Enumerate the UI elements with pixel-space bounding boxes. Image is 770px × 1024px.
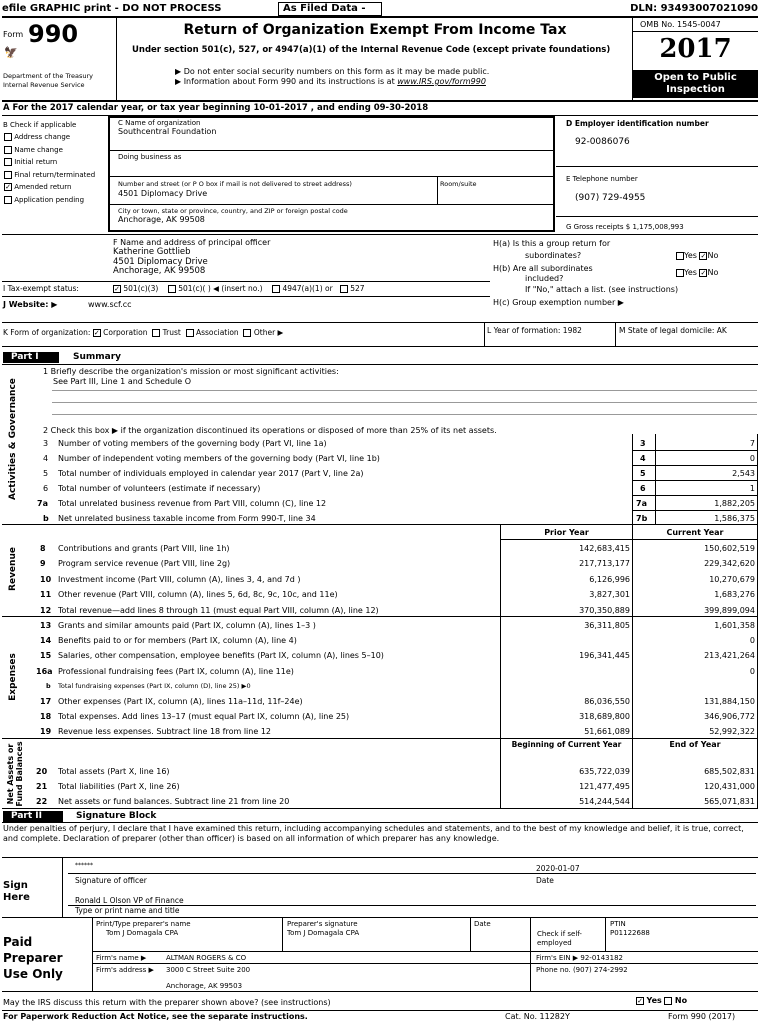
- k-row[interactable]: K Form of organization: ✓ Corporation Trust Association Other ▶: [3, 328, 284, 337]
- prior-year-header: Prior Year: [544, 528, 589, 537]
- officer-name: Ronald L Olson VP of Finance: [75, 896, 184, 905]
- na-row-21: 21 Total liabilities (Part X, line 26) 121,477,495 120,431,000: [36, 782, 755, 791]
- exp-row-14: 14 Benefits paid to or for members (Part IX, column (A), line 4) 0: [40, 636, 755, 646]
- cat-number: Cat. No. 11282Y: [505, 1012, 570, 1021]
- current-year-header: Current Year: [666, 528, 724, 537]
- hb-answer[interactable]: Yes ✓No: [676, 268, 718, 277]
- dln: DLN: 93493007021090: [630, 3, 758, 14]
- footer-form: Form 990 (2017): [668, 1012, 736, 1021]
- self-employed-check[interactable]: Check if self-employed: [537, 930, 582, 947]
- exp-row-16b: b Total fundraising expenses (Part IX, column (D), line 25) ▶0: [46, 681, 251, 690]
- discuss-answer[interactable]: ✓ Yes No: [637, 996, 688, 1005]
- ha-answer[interactable]: Yes ✓No: [676, 251, 718, 260]
- side-revenue: Revenue: [8, 547, 18, 591]
- paid-preparer-title: Paid Preparer Use Only: [3, 935, 63, 981]
- side-net-assets: Net Assets or Fund Balances: [6, 741, 24, 807]
- hb-label2: included?: [525, 274, 564, 283]
- part2-title: Signature Block: [76, 811, 157, 821]
- b-item-initial[interactable]: Initial return: [4, 156, 95, 169]
- boy-header: Beginning of Current Year: [511, 740, 622, 749]
- eagle-icon: 🦅: [4, 46, 18, 59]
- gov-row-7a: 7a Total unrelated business revenue from Part VIII, column (C), line 12 7a 1,882,205: [37, 499, 755, 508]
- preparer-name: Tom J Domagala CPA: [106, 929, 179, 937]
- preparer-sig-label: Preparer's signature: [287, 920, 358, 928]
- tax-status[interactable]: ✓ 501(c)(3) 501(c)( ) ◀ (insert no.) 4947(a)(1) or 527: [114, 284, 365, 293]
- b-item-pending[interactable]: Application pending: [4, 194, 95, 207]
- form-title: Return of Organization Exempt From Income Tax: [183, 22, 567, 38]
- signature-label: Signature of officer: [75, 876, 147, 885]
- b-item-amended[interactable]: ✓ Amended return: [5, 183, 72, 191]
- city-label: City or town, state or province, country, and ZIP or foreign postal code: [118, 207, 348, 215]
- side-expenses: Expenses: [8, 653, 18, 701]
- gov-row-4: 4 Number of independent voting members of the governing body (Part VI, line 1b) 4 0: [43, 454, 755, 463]
- room-label: Room/suite: [440, 180, 477, 188]
- perjury-text: Under penalties of perjury, I declare that I have examined this return, including accompanying schedules and statements, and to the best of my knowledge and belief, it is true, correct, and complete. Declaration of preparer (other than officer) is based on all information of which preparer has any knowledge.: [3, 824, 744, 843]
- preparer-name-label: Print/Type preparer's name: [96, 920, 191, 928]
- line1b: See Part III, Line 1 and Schedule O: [53, 377, 192, 386]
- phone: (907) 729-4955: [575, 193, 646, 203]
- side-activities: Activities & Governance: [8, 378, 18, 500]
- preparer-date-label: Date: [474, 920, 491, 928]
- line1a: 1 Briefly describe the organization's mission or most significant activities:: [43, 367, 339, 376]
- line-a: A For the 2017 calendar year, or tax year beginning 10-01-2017 , and ending 09-30-2018: [3, 103, 429, 113]
- department: Department of the Treasury Internal Revenue Service: [3, 72, 94, 89]
- rev-row-9: 9 Program service revenue (Part VIII, line 2g) 217,713,177 229,342,620: [40, 559, 755, 569]
- na-row-22: 22 Net assets or fund balances. Subtract line 21 from line 20 514,244,544 565,071,831: [36, 797, 755, 806]
- ein: 92-0086076: [575, 137, 630, 147]
- firm-address-label: Firm's address ▶: [96, 966, 154, 974]
- rev-row-10: 10 Investment income (Part VIII, column (A), lines 3, 4, and 7d ) 6,126,996 10,270,679: [40, 574, 755, 584]
- eoy-header: End of Year: [669, 740, 721, 749]
- sign-date: 2020-01-07: [536, 864, 580, 873]
- gov-row-6: 6 Total number of volunteers (estimate if necessary) 6 1: [43, 484, 755, 493]
- gov-row-3: 3 Number of voting members of the governing body (Part VI, line 1a) 3 7: [43, 439, 755, 448]
- b-list: [4, 131, 95, 206]
- b-item-name[interactable]: Name change: [4, 144, 95, 157]
- firm-ein: Firm's EIN ▶ 92-0143182: [536, 954, 623, 962]
- firm-name-label: Firm's name ▶: [96, 954, 147, 962]
- hb-label: H(b) Are all subordinates: [493, 264, 593, 273]
- rev-row-11: 11 Other revenue (Part VIII, column (A), lines 5, 6d, 8c, 9c, 10c, and 11e) 3,827,301 1,683,276: [40, 590, 755, 600]
- d-label: D Employer identification number: [566, 119, 709, 128]
- as-filed-label: As Filed Data -: [278, 2, 382, 16]
- gov-row-5: 5 Total number of individuals employed in calendar year 2017 (Part V, line 2a) 5 2,543: [43, 469, 755, 478]
- street-label: Number and street (or P O box if mail is not delivered to street address): [118, 180, 352, 188]
- discuss-question: May the IRS discuss this return with the preparer shown above? (see instructions): [3, 998, 331, 1007]
- rev-row-12: 12 Total revenue—add lines 8 through 11 (must equal Part VIII, column (A), line 12) 370,350,889 399,899,094: [40, 605, 755, 615]
- open-inspection: Open to Public Inspection: [633, 70, 758, 98]
- e-label: E Telephone number: [566, 175, 638, 183]
- b-item-final[interactable]: Final return/terminated: [4, 169, 95, 182]
- city: Anchorage, AK 99508: [118, 215, 205, 224]
- officer-name-label: Type or print name and title: [75, 906, 180, 915]
- net-asset-rows: [36, 764, 757, 809]
- exp-row-18: 18 Total expenses. Add lines 13–17 (must equal Part IX, column (A), line 25) 318,689,800 346,906,772: [40, 712, 755, 722]
- exp-row-15: 15 Salaries, other compensation, employee benefits (Part IX, column (A), lines 5–10) 196,341,445 213,421,264: [40, 651, 755, 661]
- ptin-label: PTIN: [610, 920, 626, 928]
- dba-label: Doing business as: [118, 153, 182, 161]
- ptin: P01122688: [610, 929, 650, 937]
- f-label: F Name and address of principal officer: [113, 238, 271, 247]
- date-label: Date: [536, 876, 554, 885]
- revenue-rows: [40, 541, 757, 618]
- ssn-warning: ▶ Do not enter social security numbers on this form as it may be made public.: [175, 67, 490, 76]
- omb-number: OMB No. 1545-0047: [640, 20, 721, 29]
- footer-notice: For Paperwork Reduction Act Notice, see the separate instructions.: [3, 1012, 308, 1021]
- exp-row-16a: 16a Professional fundraising fees (Part IX, column (A), line 11e) 0: [36, 666, 755, 676]
- form-label: Form: [3, 30, 24, 39]
- street: 4501 Diplomacy Drive: [118, 189, 208, 198]
- line2: 2 Check this box ▶ if the organization discontinued its operations or disposed of more than 25% of its net assets.: [43, 426, 497, 435]
- sign-here: Sign Here: [3, 880, 30, 903]
- firm-city: Anchorage, AK 99503: [166, 982, 243, 990]
- part2-tag: Part II: [3, 811, 63, 822]
- irs-link[interactable]: www.IRS.gov/form990: [397, 77, 486, 86]
- exp-row-19: 19 Revenue less expenses. Subtract line 18 from line 12 51,661,089 52,992,322: [40, 727, 755, 737]
- info-line: ▶ Information about Form 990 and its instructions is at www.IRS.gov/form990: [175, 77, 486, 86]
- website[interactable]: www.scf.cc: [88, 300, 132, 309]
- hc-label: H(c) Group exemption number ▶: [493, 298, 624, 307]
- form-number: 990: [28, 20, 79, 48]
- part1-title: Summary: [73, 352, 122, 362]
- m-state: M State of legal domicile: AK: [619, 326, 727, 335]
- firm-address: 3000 C Street Suite 200: [166, 966, 251, 974]
- firm-name: ALTMAN ROGERS & CO: [166, 954, 247, 962]
- tax-year: 2017: [659, 34, 732, 64]
- form-subtitle: Under section 501(c), 527, or 4947(a)(1) of the Internal Revenue Code (except private foundations): [132, 45, 611, 55]
- efile-label: efile GRAPHIC print - DO NOT PROCESS: [2, 3, 222, 14]
- gross-receipts: G Gross receipts $ 1,175,008,993: [566, 223, 684, 231]
- officer: Katherine Gottlieb 4501 Diplomacy Drive Anchorage, AK 99508: [113, 247, 208, 276]
- j-label: J Website: ▶: [3, 300, 58, 309]
- gov-row-7b: b Net unrelated business taxable income from Form 990-T, line 34 7b 1,586,375: [43, 514, 755, 523]
- preparer-sig: Tom J Domagala CPA: [287, 929, 360, 937]
- signature-stars: ******: [75, 862, 93, 869]
- exp-row-17: 17 Other expenses (Part IX, column (A), lines 11a–11d, 11f–24e) 86,036,550 131,884,150: [40, 696, 755, 706]
- l-year: L Year of formation: 1982: [487, 326, 582, 335]
- h-note: If "No," attach a list. (see instructions): [525, 285, 679, 294]
- na-row-20: 20 Total assets (Part X, line 16) 635,722,039 685,502,831: [36, 767, 755, 776]
- ha-label: H(a) Is this a group return for: [493, 239, 611, 248]
- c-label: C Name of organization: [118, 119, 201, 127]
- firm-phone: Phone no. (907) 274-2992: [536, 966, 628, 974]
- org-name: Southcentral Foundation: [118, 127, 217, 136]
- i-label: I Tax-exempt status:: [3, 284, 79, 293]
- ha-label2: subordinates?: [525, 251, 582, 260]
- rev-row-8: 8 Contributions and grants (Part VIII, line 1h) 142,683,415 150,602,519: [40, 544, 755, 553]
- expense-rows: [36, 618, 757, 740]
- exp-row-13: 13 Grants and similar amounts paid (Part IX, column (A), lines 1–3 ) 36,311,805 1,601,358: [40, 621, 755, 630]
- b-item-address[interactable]: Address change: [4, 131, 95, 144]
- b-label: B Check if applicable: [3, 121, 77, 129]
- part1-tag: Part I: [3, 352, 59, 363]
